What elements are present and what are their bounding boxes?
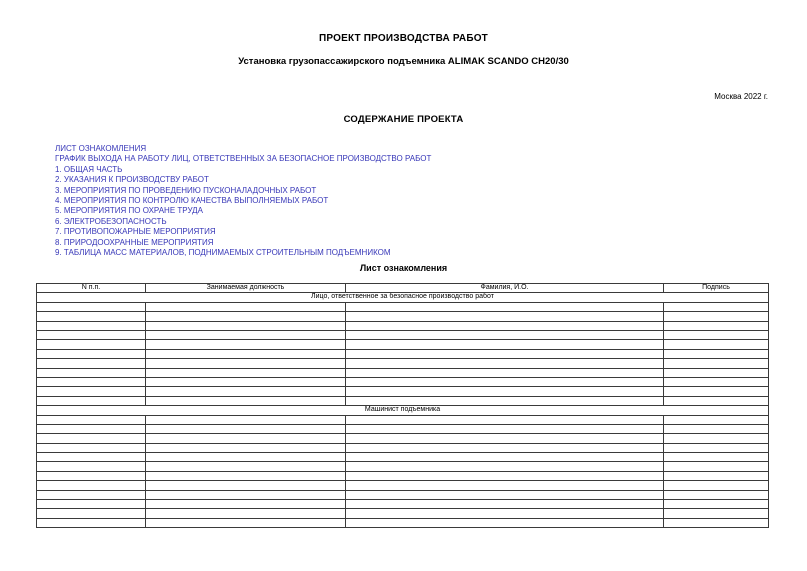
toc-item[interactable]: 3. МЕРОПРИЯТИЯ ПО ПРОВЕДЕНИЮ ПУСКОНАЛАДОЧНЫХ РАБОТ [55, 185, 317, 195]
empty-cell [346, 396, 664, 405]
empty-cell [146, 462, 346, 471]
empty-cell [146, 377, 346, 386]
empty-cell [664, 312, 769, 321]
empty-cell [146, 321, 346, 330]
empty-row [37, 518, 769, 527]
empty-row [37, 321, 769, 330]
toc-item[interactable]: 9. ТАБЛИЦА МАСС МАТЕРИАЛОВ, ПОДНИМАЕМЫХ СТРОИТЕЛЬНЫМ ПОДЪЕМНИКОМ [55, 248, 391, 258]
empty-cell [664, 518, 769, 527]
empty-row [37, 368, 769, 377]
empty-cell [146, 518, 346, 527]
empty-cell [146, 443, 346, 452]
empty-cell [346, 321, 664, 330]
toc-item[interactable]: 8. ПРИРОДООХРАННЫЕ МЕРОПРИЯТИЯ [55, 237, 214, 247]
column-header-name: Фамилия, И.О. [346, 284, 664, 293]
empty-row [37, 424, 769, 433]
section-label: Лицо, ответственное за безопасное производство работ [37, 293, 769, 302]
section-header-row [37, 406, 769, 415]
empty-cell [346, 434, 664, 443]
empty-cell [37, 377, 146, 386]
empty-cell [37, 424, 146, 433]
empty-cell [664, 462, 769, 471]
empty-cell [346, 377, 664, 386]
empty-row [37, 387, 769, 396]
empty-row [37, 490, 769, 499]
empty-cell [146, 481, 346, 490]
empty-cell [346, 453, 664, 462]
empty-cell [664, 481, 769, 490]
empty-cell [146, 424, 346, 433]
empty-cell [146, 312, 346, 321]
empty-cell [346, 509, 664, 518]
empty-cell [146, 453, 346, 462]
empty-cell [664, 509, 769, 518]
empty-cell [37, 509, 146, 518]
empty-cell [346, 330, 664, 339]
empty-cell [346, 481, 664, 490]
empty-cell [37, 312, 146, 321]
empty-cell [146, 434, 346, 443]
toc-item[interactable]: 7. ПРОТИВОПОЖАРНЫЕ МЕРОПРИЯТИЯ [55, 227, 216, 237]
empty-cell [37, 481, 146, 490]
empty-cell [146, 368, 346, 377]
empty-cell [37, 330, 146, 339]
empty-cell [37, 387, 146, 396]
empty-cell [664, 453, 769, 462]
empty-cell [146, 396, 346, 405]
empty-cell [37, 434, 146, 443]
toc-item[interactable]: 2. УКАЗАНИЯ К ПРОИЗВОДСТВУ РАБОТ [55, 175, 209, 185]
empty-cell [664, 302, 769, 311]
empty-cell [664, 349, 769, 358]
empty-cell [146, 415, 346, 424]
empty-cell [37, 500, 146, 509]
empty-row [37, 312, 769, 321]
empty-cell [664, 500, 769, 509]
empty-cell [346, 359, 664, 368]
empty-cell [346, 340, 664, 349]
toc-item[interactable]: ЛИСТ ОЗНАКОМЛЕНИЯ [55, 144, 147, 153]
empty-row [37, 415, 769, 424]
table-header-row [37, 284, 769, 293]
empty-cell [37, 396, 146, 405]
empty-row [37, 453, 769, 462]
empty-cell [146, 509, 346, 518]
empty-cell [664, 387, 769, 396]
empty-cell [37, 415, 146, 424]
empty-cell [664, 490, 769, 499]
empty-cell [346, 424, 664, 433]
empty-cell [346, 349, 664, 358]
empty-cell [664, 415, 769, 424]
empty-cell [664, 471, 769, 480]
empty-row [37, 471, 769, 480]
empty-cell [664, 340, 769, 349]
empty-cell [146, 330, 346, 339]
empty-cell [346, 312, 664, 321]
empty-cell [37, 321, 146, 330]
section-header-row [37, 293, 769, 302]
empty-cell [37, 443, 146, 452]
table-of-contents [55, 144, 431, 258]
empty-cell [664, 330, 769, 339]
empty-cell [346, 443, 664, 452]
toc-item[interactable]: 1. ОБЩАЯ ЧАСТЬ [55, 164, 123, 174]
contents-heading: СОДЕРЖАНИЕ ПРОЕКТА [343, 114, 464, 125]
document-title: ПРОЕКТ ПРОИЗВОДСТВА РАБОТ [318, 33, 488, 44]
empty-cell [37, 349, 146, 358]
document-subtitle: Установка грузопассажирского подъемника ALIMAK SCANDO CH20/30 [238, 56, 569, 67]
empty-cell [346, 490, 664, 499]
empty-row [37, 330, 769, 339]
column-header-signature: Подпись [664, 284, 769, 293]
empty-cell [346, 518, 664, 527]
empty-cell [146, 302, 346, 311]
empty-cell [346, 500, 664, 509]
empty-cell [146, 490, 346, 499]
place-date: Москва 2022 г. [714, 92, 768, 101]
empty-row [37, 396, 769, 405]
empty-cell [664, 443, 769, 452]
toc-item[interactable]: 6. ЭЛЕКТРОБЕЗОПАСНОСТЬ [55, 216, 167, 226]
column-header-position: Занимаемая должность [146, 284, 346, 293]
empty-cell [664, 377, 769, 386]
empty-cell [37, 490, 146, 499]
empty-cell [346, 387, 664, 396]
empty-cell [664, 424, 769, 433]
empty-cell [37, 453, 146, 462]
empty-row [37, 340, 769, 349]
empty-cell [664, 434, 769, 443]
empty-cell [37, 368, 146, 377]
empty-cell [664, 359, 769, 368]
empty-row [37, 443, 769, 452]
empty-row [37, 302, 769, 311]
empty-cell [37, 302, 146, 311]
empty-cell [346, 302, 664, 311]
empty-cell [37, 471, 146, 480]
empty-cell [664, 368, 769, 377]
empty-cell [346, 415, 664, 424]
empty-row [37, 349, 769, 358]
empty-cell [37, 359, 146, 368]
empty-row [37, 500, 769, 509]
empty-cell [146, 500, 346, 509]
toc-item[interactable]: 4. МЕРОПРИЯТИЯ ПО КОНТРОЛЮ КАЧЕСТВА ВЫПОЛНЯЕМЫХ РАБОТ [55, 196, 329, 206]
empty-cell [346, 368, 664, 377]
column-header-number: N п.п. [37, 284, 146, 293]
empty-row [37, 509, 769, 518]
empty-row [37, 377, 769, 386]
section-label: Машинист подъемника [37, 406, 769, 415]
empty-cell [37, 518, 146, 527]
empty-cell [37, 462, 146, 471]
sheet-title: Лист ознакомления [359, 263, 448, 273]
empty-row [37, 462, 769, 471]
empty-cell [664, 321, 769, 330]
empty-cell [146, 471, 346, 480]
empty-cell [146, 387, 346, 396]
familiarization-table [36, 283, 769, 528]
empty-row [37, 434, 769, 443]
toc-item[interactable]: ГРАФИК ВЫХОДА НА РАБОТУ ЛИЦ, ОТВЕТСТВЕННЫХ ЗА БЕЗОПАСНОЕ ПРОИЗВОДСТВО РАБОТ [55, 154, 432, 164]
empty-row [37, 359, 769, 368]
toc-item[interactable]: 5. МЕРОПРИЯТИЯ ПО ОХРАНЕ ТРУДА [55, 206, 203, 216]
empty-cell [346, 471, 664, 480]
empty-cell [37, 340, 146, 349]
empty-cell [664, 396, 769, 405]
empty-row [37, 481, 769, 490]
empty-cell [146, 349, 346, 358]
empty-cell [346, 462, 664, 471]
empty-cell [146, 359, 346, 368]
empty-cell [146, 340, 346, 349]
